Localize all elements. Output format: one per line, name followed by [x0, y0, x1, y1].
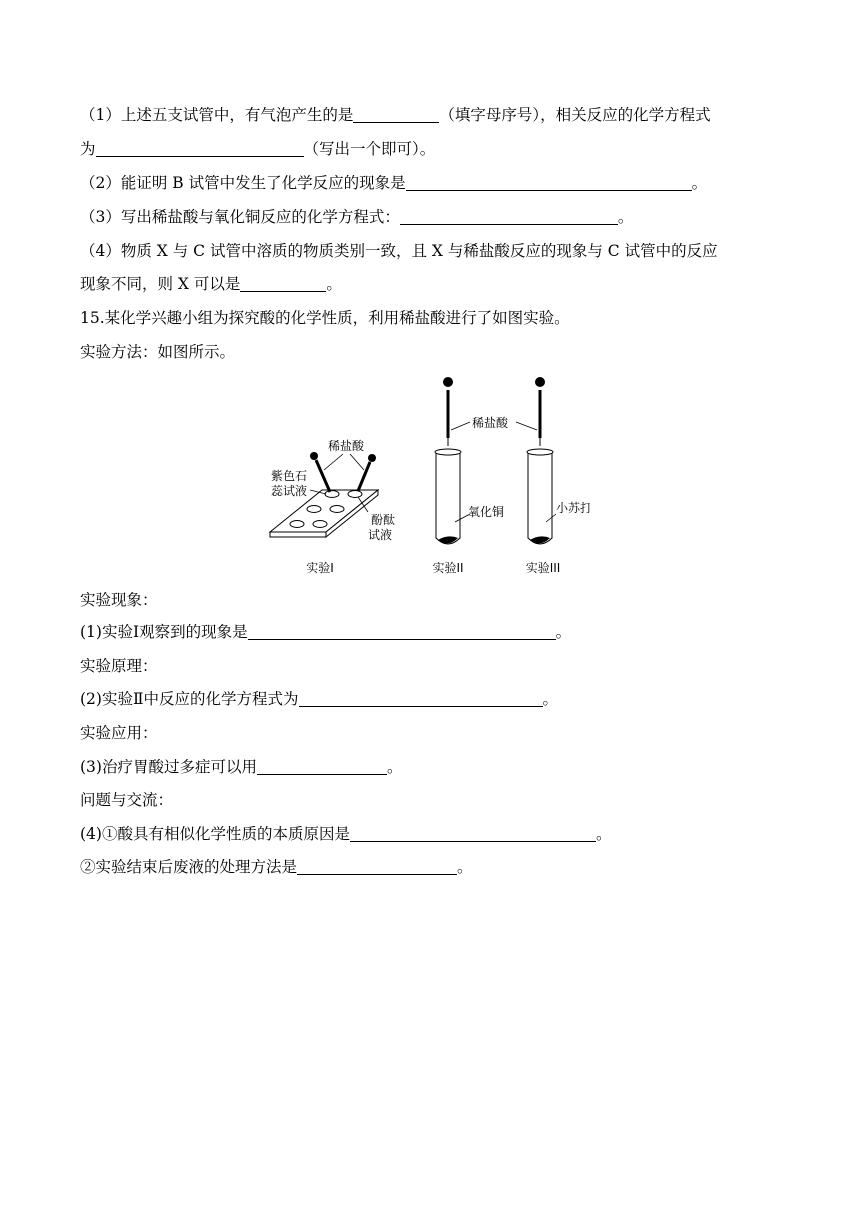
q15-sub2-text: (2)实验Ⅱ中反应的化学方程式为 [80, 690, 299, 708]
label-cuo: 氧化铜 [468, 505, 505, 519]
q14-part3-text: （3）写出稀盐酸与氧化铜反应的化学方程式： [80, 208, 400, 226]
experiment-diagram [250, 372, 590, 582]
q14-part3-line [80, 207, 633, 227]
q14-part1-line1 [80, 105, 711, 125]
label-nahco3: 小苏打 [556, 501, 590, 515]
label-hcl-plate: 稀盐酸 [327, 439, 365, 453]
q14-part1-text-c: 为 [80, 140, 96, 158]
answer-blank[interactable] [257, 758, 387, 775]
q15-title: 15.某化学兴趣小组为探究酸的化学性质，利用稀盐酸进行了如图实验。 [80, 309, 570, 327]
q15-sub2-line [80, 689, 558, 709]
label-litmus-2: 蕊试液 [271, 484, 308, 498]
caption-exp2: 实验II [432, 561, 464, 575]
period: 。 [595, 825, 612, 843]
test-tube-nahco3 [516, 377, 556, 544]
principle-header: 实验原理： [80, 657, 158, 675]
period: 。 [617, 208, 634, 226]
q14-part4-text-a: （4）物质 X 与 C 试管中溶质的物质类别一致，且 X 与稀盐酸反应的现象与 C 试管中的反应 [80, 242, 718, 260]
q14-part1-text-a: （1）上述五支试管中，有气泡产生的是 [80, 106, 354, 124]
period: 。 [555, 623, 572, 641]
experiment-figure [250, 372, 590, 582]
label-phenol-2: 试液 [368, 528, 393, 542]
answer-blank[interactable] [400, 208, 618, 225]
period: 。 [386, 758, 403, 776]
answer-blank[interactable] [406, 174, 692, 191]
q14-part2-text: （2）能证明 B 试管中发生了化学反应的现象是 [80, 174, 406, 192]
q14-part4-line2 [80, 274, 342, 294]
q15-sub3-line [80, 757, 402, 777]
answer-blank[interactable] [240, 275, 326, 292]
period: 。 [457, 858, 473, 876]
period: 。 [691, 174, 708, 192]
q14-part2-line [80, 173, 707, 193]
period: 。 [542, 690, 559, 708]
q15-sub4-line [80, 824, 611, 844]
caption-exp3: 实验III [525, 561, 561, 575]
period: 。 [326, 275, 342, 293]
q14-part4-text-b: 现象不同，则 X 可以是 [80, 275, 241, 293]
answer-blank[interactable] [248, 623, 556, 640]
q15-method: 实验方法：如图所示。 [80, 343, 236, 361]
q15-sub1-line [80, 622, 571, 642]
q15-sub5-text: ②实验结束后废液的处理方法是 [80, 858, 298, 876]
discussion-header: 问题与交流： [80, 791, 174, 809]
q14-part1-line2 [80, 139, 435, 159]
q14-part1-text-d: （写出一个即可）。 [303, 140, 436, 158]
q15-sub5-line [80, 857, 473, 877]
q14-part4-line1 [80, 241, 718, 261]
answer-blank[interactable] [353, 106, 439, 123]
q14-part1-text-b: （填字母序号），相关反应的化学方程式 [439, 106, 711, 124]
label-phenol-1: 酚酞 [371, 513, 396, 527]
application-header: 实验应用： [80, 724, 158, 742]
label-litmus-1: 紫色石 [271, 469, 308, 483]
q15-sub3-text: (3)治疗胃酸过多症可以用 [80, 758, 257, 776]
q15-sub1-text: (1)实验Ⅰ观察到的现象是 [80, 623, 248, 641]
label-hcl-tubes: 稀盐酸 [472, 416, 509, 430]
q15-sub4-text: (4)①酸具有相似化学性质的本质原因是 [80, 825, 350, 843]
answer-blank[interactable] [96, 140, 304, 157]
caption-exp1: 实验I [306, 561, 334, 575]
phenomenon-header: 实验现象： [80, 591, 158, 609]
answer-blank[interactable] [299, 690, 543, 707]
test-tube-cuo [435, 377, 470, 544]
answer-blank[interactable] [297, 858, 457, 875]
answer-blank[interactable] [350, 825, 596, 842]
